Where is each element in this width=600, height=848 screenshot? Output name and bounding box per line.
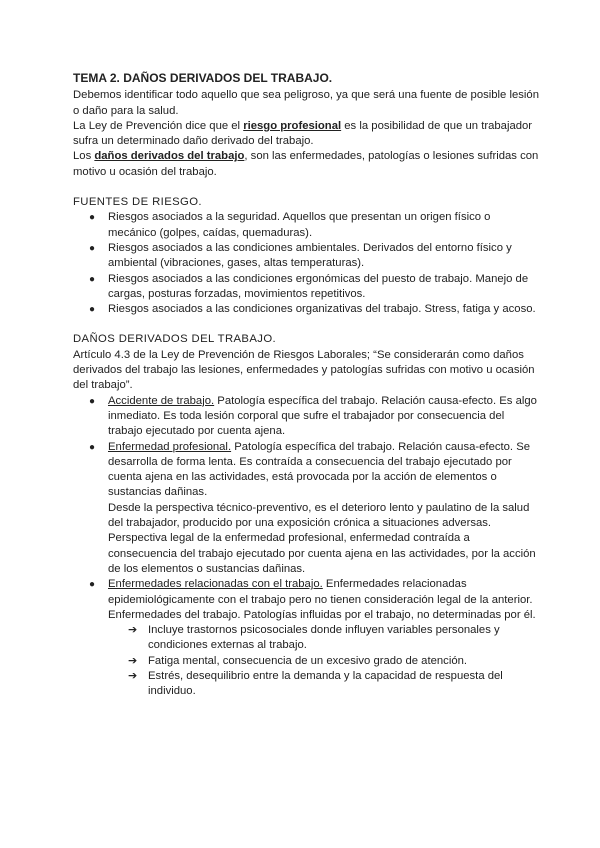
text: Los — [73, 150, 95, 163]
enfermedad-legal: Perspectiva legal de la enfermedad profesional, enfermedad contraída a consecuencia del trabajo ejecutado por cuenta ajena en las actividades, por la acción de los elementos o sustancias dañinas. — [108, 532, 536, 575]
intro-paragraph-1: Debemos identificar todo aquello que sea peligroso, ya que será una fuente de posible lesión o daño para la salud. — [73, 89, 539, 117]
bullet-icon: ● — [89, 441, 96, 453]
arrow-right-icon: ➔ — [128, 624, 138, 637]
sub-list-item-text: Estrés, desequilibrio entre la demanda y la capacidad de respuesta del individuo. — [148, 669, 503, 698]
list-item — [89, 302, 540, 317]
relacionadas-sublist — [108, 623, 540, 699]
bullet-icon: ● — [89, 395, 96, 407]
list-item-accidente — [89, 394, 540, 440]
sub-list-item-text: Fatiga mental, consecuencia de un excesivo grado de atención. — [148, 654, 468, 667]
arrow-right-icon: ➔ — [128, 669, 138, 682]
danos-intro: Artículo 4.3 de la Ley de Prevención de Riesgos Laborales; “Se considerarán como daños derivados del trabajo las lesiones, enfermedades y patologías sufridas con motivo u ocasión del trabajo”. — [73, 348, 535, 392]
list-item-enfermedad — [89, 440, 540, 578]
danos-list — [73, 394, 540, 700]
bullet-icon: ● — [89, 273, 96, 285]
text: , son las enfermedades, patologías o lesiones sufridas con motivo u ocasión del trabajo. — [73, 150, 539, 178]
bullet-icon: ● — [89, 579, 96, 591]
list-item-text: Patología específica del trabajo. Relación causa-efecto. Se desarrolla de forma lenta. Es contraída a consecuencia del trabajo ejecutado por cuenta ajena en las actividades, está provocada por la acción de elementos o sustancias dañinas. — [108, 440, 531, 499]
list-item-text: Riesgos asociados a la seguridad. Aquellos que presentan un origen físico o mecánico (golpes, caídas, quemaduras). — [108, 211, 491, 239]
list-item — [89, 272, 540, 303]
bullet-icon: ● — [89, 212, 96, 224]
list-item-text: Riesgos asociados a las condiciones organizativas del trabajo. Stress, fatiga y acoso. — [108, 303, 536, 316]
term-enfermedades-relacionadas: Enfermedades relacionadas con el trabajo. — [108, 578, 323, 591]
list-item — [89, 241, 540, 272]
term-danos-derivados: daños derivados del trabajo — [94, 150, 245, 163]
text: La Ley de Prevención dice que el — [73, 119, 244, 132]
fuentes-list — [73, 210, 540, 317]
section-heading-fuentes: FUENTES DE RIESGO. — [73, 196, 202, 209]
term-riesgo-profesional: riesgo profesional — [243, 119, 342, 132]
list-item-relacionadas — [89, 577, 540, 699]
term-enfermedad-profesional: Enfermedad profesional. — [108, 440, 232, 453]
list-item-text: Enfermedades relacionadas epidemiológicamente con el trabajo pero no tienen consideración legal de la anterior. Enfermedades del trabajo. Patologías influidas por el trabajo, no determinadas por él. — [108, 578, 536, 621]
section-heading-danos: DAÑOS DERIVADOS DEL TRABAJO. — [73, 333, 277, 346]
list-item — [89, 210, 540, 241]
list-item-text: Patología específica del trabajo. Relación causa-efecto. Es algo inmediato. Es toda lesión corporal que sufre el trabajador por consecuencia del trabajo ejecutado por cuenta ajena. — [108, 394, 537, 438]
term-accidente: Accidente de trabajo. — [108, 394, 215, 407]
intro-paragraph-2 — [73, 119, 540, 150]
sub-list-item — [128, 669, 540, 700]
list-item-text: Riesgos asociados a las condiciones ergonómicas del puesto de trabajo. Manejo de cargas, posturas forzadas, movimientos repetitivos. — [108, 272, 529, 300]
list-item-text: Riesgos asociados a las condiciones ambientales. Derivados del entorno físico y ambiental (vibraciones, gases, altas temperaturas). — [108, 241, 512, 270]
bullet-icon: ● — [89, 242, 96, 254]
arrow-right-icon: ➔ — [128, 654, 138, 667]
sub-list-item — [128, 623, 540, 654]
sub-list-item-text: Incluye trastornos psicosociales donde influyen variables personales y condiciones externas al trabajo. — [148, 624, 500, 652]
text: es la posibilidad de que un trabajador sufra un determinado daño derivado del trabajo. — [73, 119, 533, 148]
sub-list-item — [128, 654, 540, 669]
enfermedad-tecnico: Desde la perspectiva técnico-preventivo, es el deterioro lento y paulatino de la salud del trabajador, producido por una exposición crónica a situaciones adversas. — [108, 501, 530, 530]
document-title: TEMA 2. DAÑOS DERIVADOS DEL TRABAJO. — [73, 71, 333, 85]
bullet-icon: ● — [89, 304, 96, 316]
intro-paragraph-3 — [73, 149, 540, 180]
